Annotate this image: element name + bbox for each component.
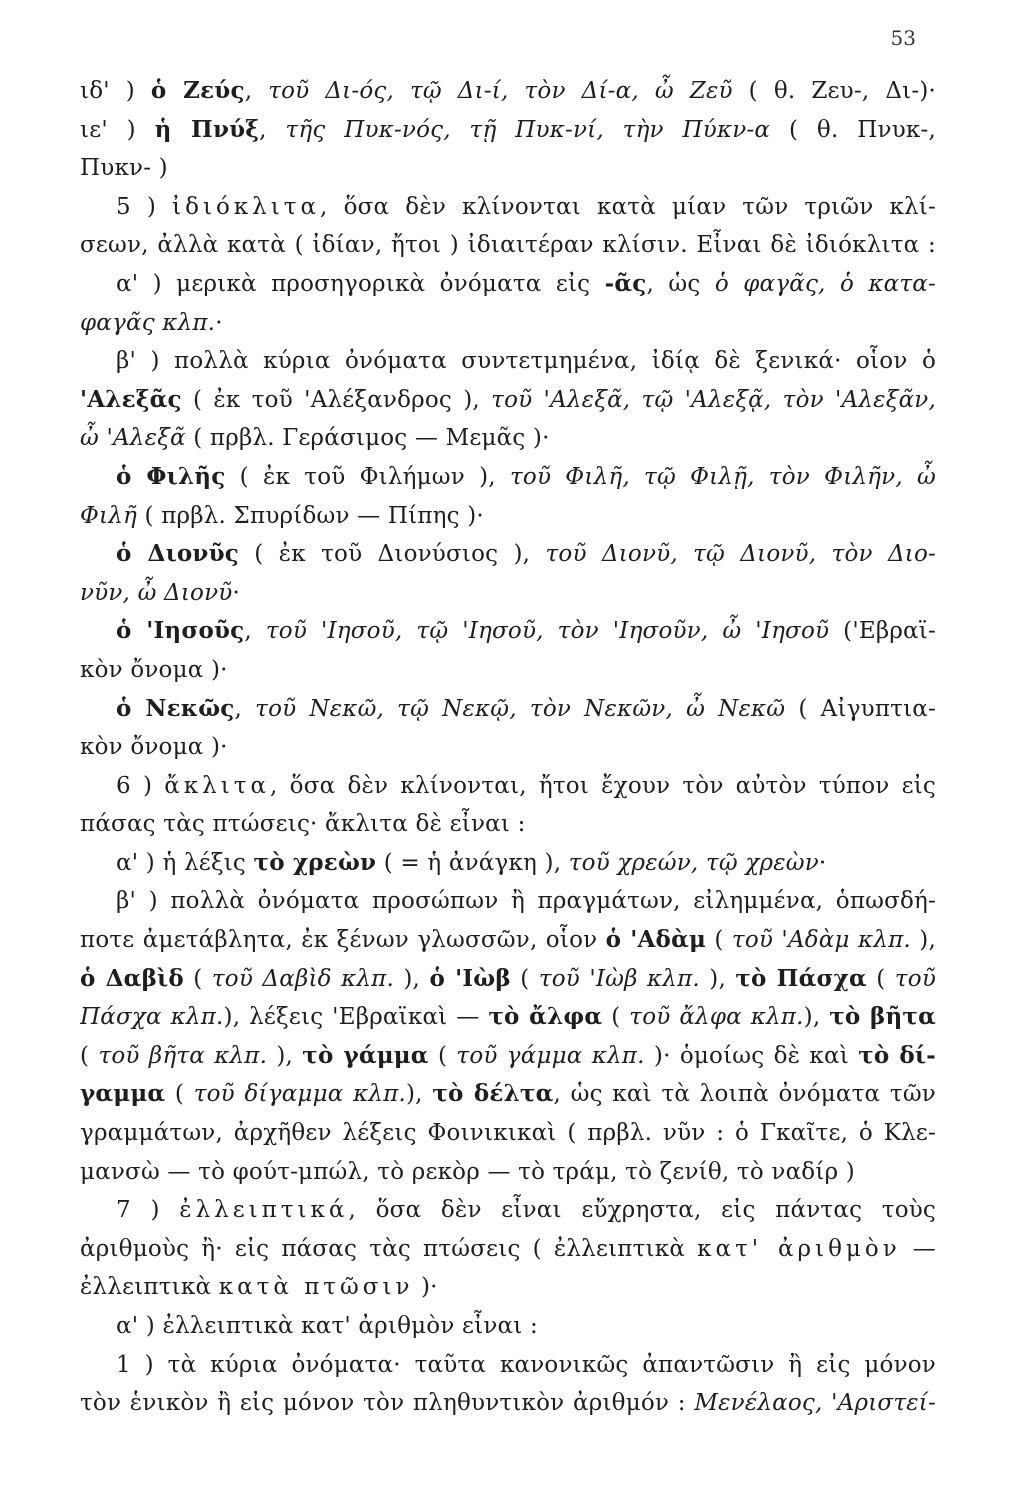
text-run: ( ἐκ τοῦ Διονύσιος ), <box>238 541 546 568</box>
text-run: , ὡς <box>646 270 715 297</box>
text-line <box>80 458 936 497</box>
text-run: ( <box>510 965 539 992</box>
inflection-forms: τοῦ Φιλῆ, τῷ Φιλῇ, τὸν Φιλῆν, ὦ <box>509 463 936 490</box>
text-run: ), <box>910 927 936 954</box>
text-run: , <box>244 618 266 645</box>
text-line <box>80 805 936 844</box>
text-line <box>80 1230 936 1269</box>
text-run: 6 ) <box>116 772 165 799</box>
text-run: ('Εβραϊ- <box>829 618 936 645</box>
inflection-forms: τοῦ Νεκῶ, τῷ Νεκῷ, τὸν Νεκῶν, ὦ Νεκῶ <box>255 695 786 722</box>
text-run: ( πρβλ. Γεράσιμος — Μεμᾶς )· <box>185 425 550 452</box>
text-line <box>80 882 936 921</box>
headword: ὁ Νεκῶς <box>116 694 235 722</box>
text-line <box>80 1268 936 1307</box>
text-line <box>80 1191 936 1230</box>
text-line <box>80 188 936 227</box>
headword: τὸ ἄλφα <box>488 1003 603 1031</box>
text-line <box>80 497 936 536</box>
text-run: ( <box>183 965 212 992</box>
text-line <box>80 1346 936 1385</box>
text-line <box>80 1037 936 1076</box>
headword: τὸ Πάσχα <box>735 964 867 992</box>
inflection-forms: τοῦ ἄλφα κλπ. <box>629 1004 804 1031</box>
text-run: ), λέξεις 'Εβραϊκαὶ — <box>223 1004 489 1031</box>
inflection-forms: τοῦ χρεών, τῷ χρεὼν <box>568 849 819 876</box>
headword: ὁ Ζεύς <box>150 77 245 104</box>
text-line <box>80 574 936 613</box>
text-run: ( Αἰγυπτια- <box>785 695 936 722</box>
text-run: ( ἐκ τοῦ 'Αλέξανδρος ), <box>181 386 492 413</box>
inflection-forms: τοῦ Διονῦ, τῷ Διονῦ, τὸν Διο- <box>545 541 936 568</box>
text-line <box>80 304 936 343</box>
headword: ἡ Πνύξ <box>154 115 260 143</box>
text-line <box>80 844 936 883</box>
text-line <box>80 265 936 304</box>
text-run: γραμμάτων, ἀρχῆθεν λέξεις Φοινικικαὶ ( πρβλ. νῦν : ὁ Γκαῖτε, ὁ Κλε- <box>80 1120 936 1147</box>
text-run: , ὅσα δὲν εἶναι εὔχρηστα, εἰς πάντας τοὺς <box>348 1197 936 1224</box>
headword: 'Αλεξᾶς <box>80 385 182 413</box>
text-run: 1 ) τὰ κύρια ὀνόματα· ταῦτα κανονικῶς ἀπαντῶσιν ἢ εἰς μόνον <box>116 1351 936 1378</box>
text-line <box>80 72 936 111</box>
text-line <box>80 149 936 188</box>
text-run: ιε' ) <box>80 116 155 143</box>
inflection-forms: τοῦ 'Ιὼβ κλπ. <box>538 965 700 992</box>
text-run: α' ) ἐλλειπτικὰ κατ' ἀριθμὸν εἶναι : <box>116 1313 538 1339</box>
text-run: ), <box>267 1042 303 1069</box>
inflection-forms: τοῦ δίγαμμα κλπ. <box>193 1081 406 1108</box>
text-line <box>80 381 936 420</box>
text-run: · <box>818 849 827 876</box>
inflection-forms: ὁ φαγᾶς, ὁ κατα- <box>714 270 936 297</box>
text-run: ), <box>699 965 736 992</box>
text-run: ( ἐκ τοῦ Φιλήμων ), <box>225 463 510 490</box>
text-run: ( θ. Ζευ-, Δι-)· <box>732 78 936 104</box>
text-run: α' ) ἡ λέξις <box>116 849 254 876</box>
text-run: — <box>900 1235 936 1262</box>
text-line <box>80 342 936 381</box>
text-run: ποτε ἀμετάβλητα, ἐκ ξένων γλωσσῶν, οἷον <box>80 927 606 954</box>
text-run: , ὅσα δὲν κλίνονται κατὰ μίαν τῶν τριῶν κλί- <box>320 193 936 220</box>
text-run: τὸν ἑνικὸν ἢ εἰς μόνον τὸν πληθυντικὸν ἀριθμόν : <box>80 1390 695 1417</box>
headword: ὁ Φιλῆς <box>116 462 226 490</box>
headword: ὁ Διονῦς <box>116 540 239 568</box>
inflection-forms: Μενέλαος, 'Αριστεί- <box>694 1390 936 1417</box>
inflection-forms: τοῦ γάμμα κλπ. <box>456 1042 645 1069</box>
text-line <box>80 226 936 265</box>
text-line <box>80 1307 936 1346</box>
inflection-forms: τοῦ 'Αλεξᾶ, τῷ 'Αλεξᾷ, τὸν 'Αλεξᾶν, <box>491 386 936 413</box>
spaced-term: ἰδιόκλιτα <box>172 193 321 220</box>
text-run: )· <box>413 1274 438 1301</box>
text-line <box>80 419 936 458</box>
text-run: , ὡς καὶ τὰ λοιπὰ ὀνόματα τῶν <box>553 1081 936 1108</box>
text-run: κὸν ὄνομα )· <box>80 734 228 761</box>
text-line <box>80 728 936 767</box>
text-run: β' ) πολλὰ κύρια ὀνόματα συντετμημένα, ἰδίᾳ δὲ ξενικά· οἷον ὁ <box>116 348 936 375</box>
text-run: ( <box>602 1004 630 1031</box>
text-run: , <box>259 116 286 143</box>
text-line <box>80 535 936 574</box>
text-run: β' ) πολλὰ ὀνόματα προσώπων ἢ πραγμάτων, εἰλημμένα, ὁπωσδή- <box>116 888 936 915</box>
text-run: 5 ) <box>116 193 173 220</box>
text-run: ἐλλειπτικὰ <box>80 1274 219 1301</box>
text-run: ( = ἡ ἀνάγκη ), <box>376 849 569 876</box>
text-run: κὸν ὄνομα )· <box>80 656 228 683</box>
headword: ὁ 'Ιησοῦς <box>116 617 245 645</box>
headword: -ᾶς <box>604 269 647 297</box>
text-run: ( <box>866 965 895 992</box>
text-run: , <box>234 695 256 722</box>
text-body <box>80 72 936 1423</box>
headword: ὁ 'Αδὰμ <box>605 926 707 954</box>
inflection-forms: ὦ 'Αλεξᾶ <box>80 425 186 452</box>
text-line <box>80 612 936 651</box>
inflection-forms: τοῦ Δι-ός, τῷ Δι-ί, τὸν Δί-α, ὦ Ζεῦ <box>268 78 733 104</box>
spaced-term: ἐλλειπτικά <box>179 1197 349 1224</box>
text-run: ), <box>405 1081 433 1108</box>
text-run: πάσας τὰς πτώσεις· ἄκλιτα δὲ εἶναι : <box>80 811 526 838</box>
inflection-forms: φαγᾶς κλπ. <box>80 309 216 336</box>
text-line <box>80 651 936 690</box>
inflection-forms: τῆς Πυκ-νός, τῇ Πυκ-νί, τὴν Πύκν-α <box>285 116 771 143</box>
headword: τὸ δέλτα <box>432 1080 554 1108</box>
text-run: ( <box>706 927 732 954</box>
inflection-forms: τοῦ 'Ιησοῦ, τῷ 'Ιησοῦ, τὸν 'Ιησοῦν, ὦ 'Ιησοῦ <box>265 618 830 645</box>
text-line <box>80 690 936 729</box>
headword: ὁ Δαβὶδ <box>80 964 184 992</box>
text-line <box>80 960 936 999</box>
headword: τὸ γάμμα <box>302 1041 429 1069</box>
text-run: ( πρβλ. Σπυρίδων — Πίπης )· <box>137 502 484 529</box>
spaced-term: κατὰ πτῶσιν <box>218 1274 414 1301</box>
text-run: ), <box>803 1004 830 1031</box>
text-run: 7 ) <box>116 1197 180 1224</box>
text-run: ( <box>80 1042 99 1069</box>
text-run: μανσὼ — τὸ φούτ-μπώλ, τὸ ρεκὸρ — τὸ τράμ, τὸ ζενίθ, τὸ ναδίρ ) <box>80 1158 855 1185</box>
headword: γαμμα <box>80 1080 166 1108</box>
text-line <box>80 111 936 150</box>
inflection-forms: Πάσχα κλπ. <box>80 1004 224 1031</box>
text-run: ), <box>394 965 430 992</box>
text-line <box>80 998 936 1037</box>
text-run: ( θ. Πνυκ-, <box>770 116 936 143</box>
inflection-forms: τοῦ 'Αδὰμ κλπ. <box>731 927 911 954</box>
text-run: , <box>244 78 269 104</box>
headword: ὁ 'Ιὼβ <box>429 964 511 992</box>
spaced-term: ἄκλιτα <box>164 772 271 799</box>
text-line <box>80 1153 936 1192</box>
inflection-forms: τοῦ βῆτα κλπ. <box>98 1042 268 1069</box>
text-run: ἀριθμοὺς ἢ· εἰς πάσας τὰς πτώσεις ( ἐλλειπτικὰ <box>80 1235 698 1262</box>
text-line <box>80 767 936 806</box>
inflection-forms: τοῦ Δαβὶδ κλπ. <box>211 965 394 992</box>
text-line <box>80 1075 936 1114</box>
text-run: , ὅσα δὲν κλίνονται, ἤτοι ἔχουν τὸν αὐτὸν τύπον εἰς <box>270 772 936 799</box>
text-line <box>80 1384 936 1423</box>
headword: τὸ δί- <box>858 1041 936 1069</box>
text-run: α' ) μερικὰ προσηγορικὰ ὀνόματα εἰς <box>116 270 605 297</box>
page-number: 53 <box>890 26 916 50</box>
text-line <box>80 1114 936 1153</box>
headword: τὸ χρεὼν <box>253 848 377 876</box>
text-run: · <box>232 579 240 606</box>
spaced-term: κατ' ἀριθμὸν <box>697 1235 901 1262</box>
text-line <box>80 921 936 960</box>
text-run: ιδ' ) <box>80 78 151 104</box>
inflection-forms: τοῦ <box>894 965 936 992</box>
inflection-forms: νῦν, ὦ Διονῦ <box>80 579 233 606</box>
text-run: )· ὁμοίως δὲ καὶ <box>644 1042 859 1069</box>
text-run: σεων, ἀλλὰ κατὰ ( ἰδίαν, ἤτοι ) ἰδιαιτέραν κλίσιν. Εἶναι δὲ ἰδιόκλιτα : <box>80 232 936 259</box>
text-run: ( <box>165 1081 194 1108</box>
text-run: Πυκν- ) <box>80 155 168 182</box>
inflection-forms: Φιλῆ <box>80 502 138 529</box>
headword: τὸ βῆτα <box>829 1003 936 1031</box>
text-run: · <box>215 309 223 336</box>
text-run: ( <box>428 1042 457 1069</box>
